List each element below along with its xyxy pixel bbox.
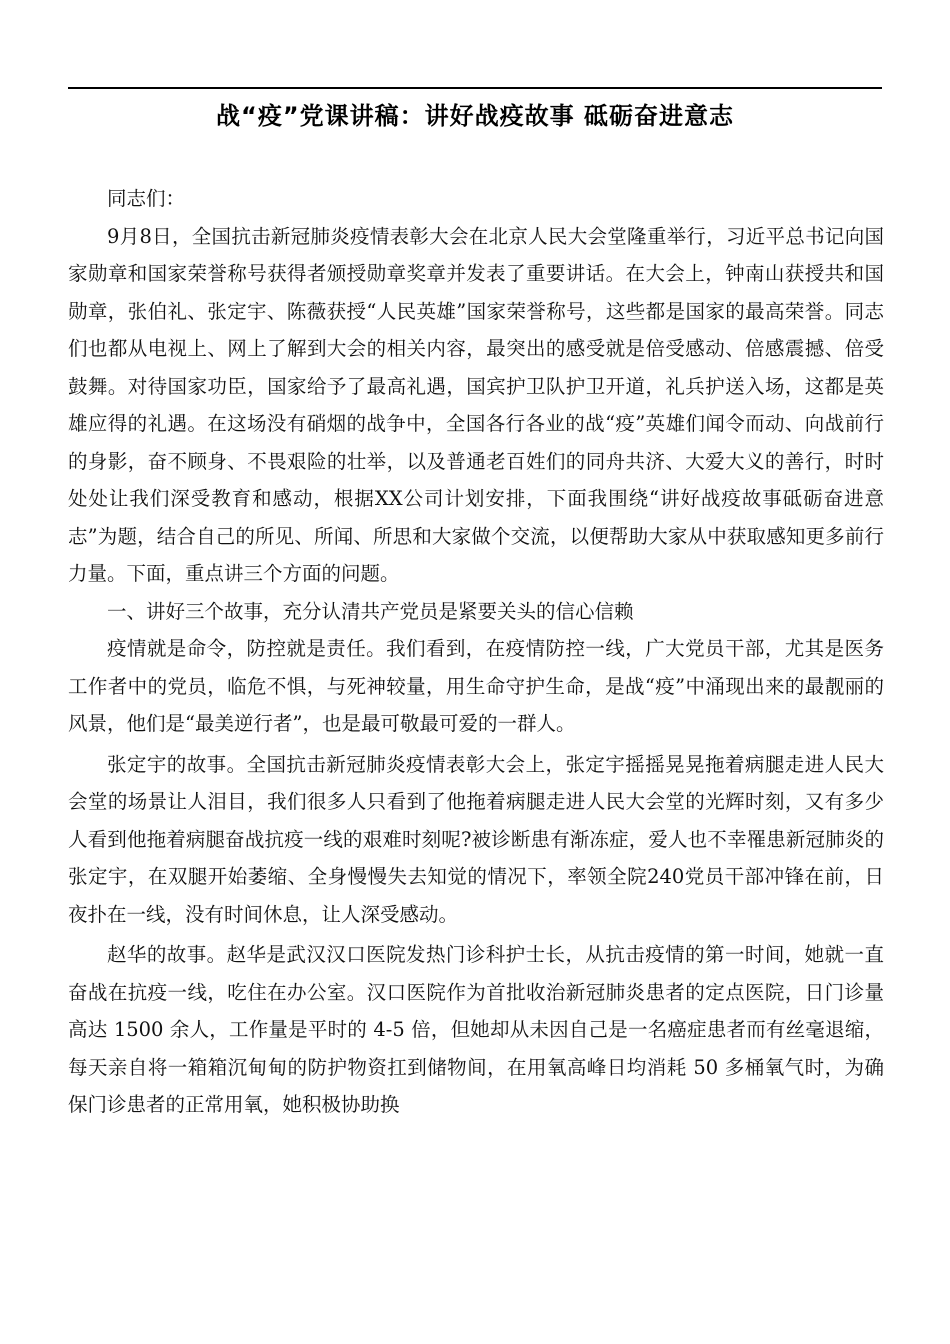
header-rule	[68, 87, 882, 89]
body-paragraph: 疫情就是命令，防控就是责任。我们看到，在疫情防控一线，广大党员干部，尤其是医务工作者中的党员，临危不惧，与死神较量，用生命守护生命，是战“疫”中涌现出来的最靓丽的风景，他们是“最美逆行者”，也是最可敬最可爱的一群人。	[68, 637, 884, 735]
section-heading: 一、讲好三个故事，充分认清共产党员是紧要关头的信心信赖	[107, 599, 634, 623]
intro-paragraph: 9月8日，全国抗击新冠肺炎疫情表彰大会在北京人民大会堂隆重举行，习近平总书记向国家勋章和国家荣誉称号获得者颁授勋章奖章并发表了重要讲话。在大会上，钟南山获授共和国勋章，张伯礼、张定宇、陈薇获授“人民英雄”国家荣誉称号，这些都是国家的最高荣誉。同志们也都从电视上、网上了解到大会的相关内容，最突出的感受就是倍受感动、倍感震撼、倍受鼓舞。对待国家功臣，国家给予了最高礼遇，国宾护卫队护卫开道，礼兵护送入场，这都是英雄应得的礼遇。在这场没有硝烟的战争中，全国各行各业的战“疫”英雄们闻令而动、向战前行的身影，奋不顾身、不畏艰险的壮举，以及普通老百姓们的同舟共济、大爱大义的善行，时时处处让我们深受教育和感动，根据XX公司计划安排，下面我围绕“讲好战疫故事砥砺奋进意志”为题，结合自己的所见、所闻、所思和大家做个交流，以便帮助大家从中获取感知更多前行力量。下面，重点讲三个方面的问题。	[68, 224, 884, 585]
salutation-paragraph: 同志们：	[107, 187, 186, 210]
document-body	[68, 180, 884, 1124]
story-paragraph-zhang: 张定宇的故事。全国抗击新冠肺炎疫情表彰大会上，张定宇摇摇晃晃拖着病腿走进人民大会堂的场景让人泪目，我们很多人只看到了他拖着病腿走进人民大会堂的光辉时刻，又有多少人看到他拖着病腿奋战抗疫一线的艰难时刻呢?被诊断患有渐冻症，爱人也不幸罹患新冠肺炎的张定宇，在双腿开始萎缩、全身慢慢失去知觉的情况下，率领全院240党员干部冲锋在前，日夜扑在一线，没有时间休息，让人深受感动。	[68, 752, 884, 926]
story-paragraph-zhao: 赵华的故事。赵华是武汉汉口医院发热门诊科护士长，从抗击疫情的第一时间，她就一直奋战在抗疫一线，吃住在办公室。汉口医院作为首批收治新冠肺炎患者的定点医院，日门诊量高达 1500 余人，工作量是平时的 4-5 倍，但她却从未因自己是一名癌症患者而有丝毫退缩，每天亲自将一箱箱沉甸甸的防护物资扛到储物间，在用氧高峰日均消耗 50 多桶氧气时，为确保门诊患者的正常用氧，她积极协助换	[68, 943, 884, 1116]
document-title: 战“疫”党课讲稿：讲好战疫故事 砥砺奋进意志	[216, 102, 734, 130]
